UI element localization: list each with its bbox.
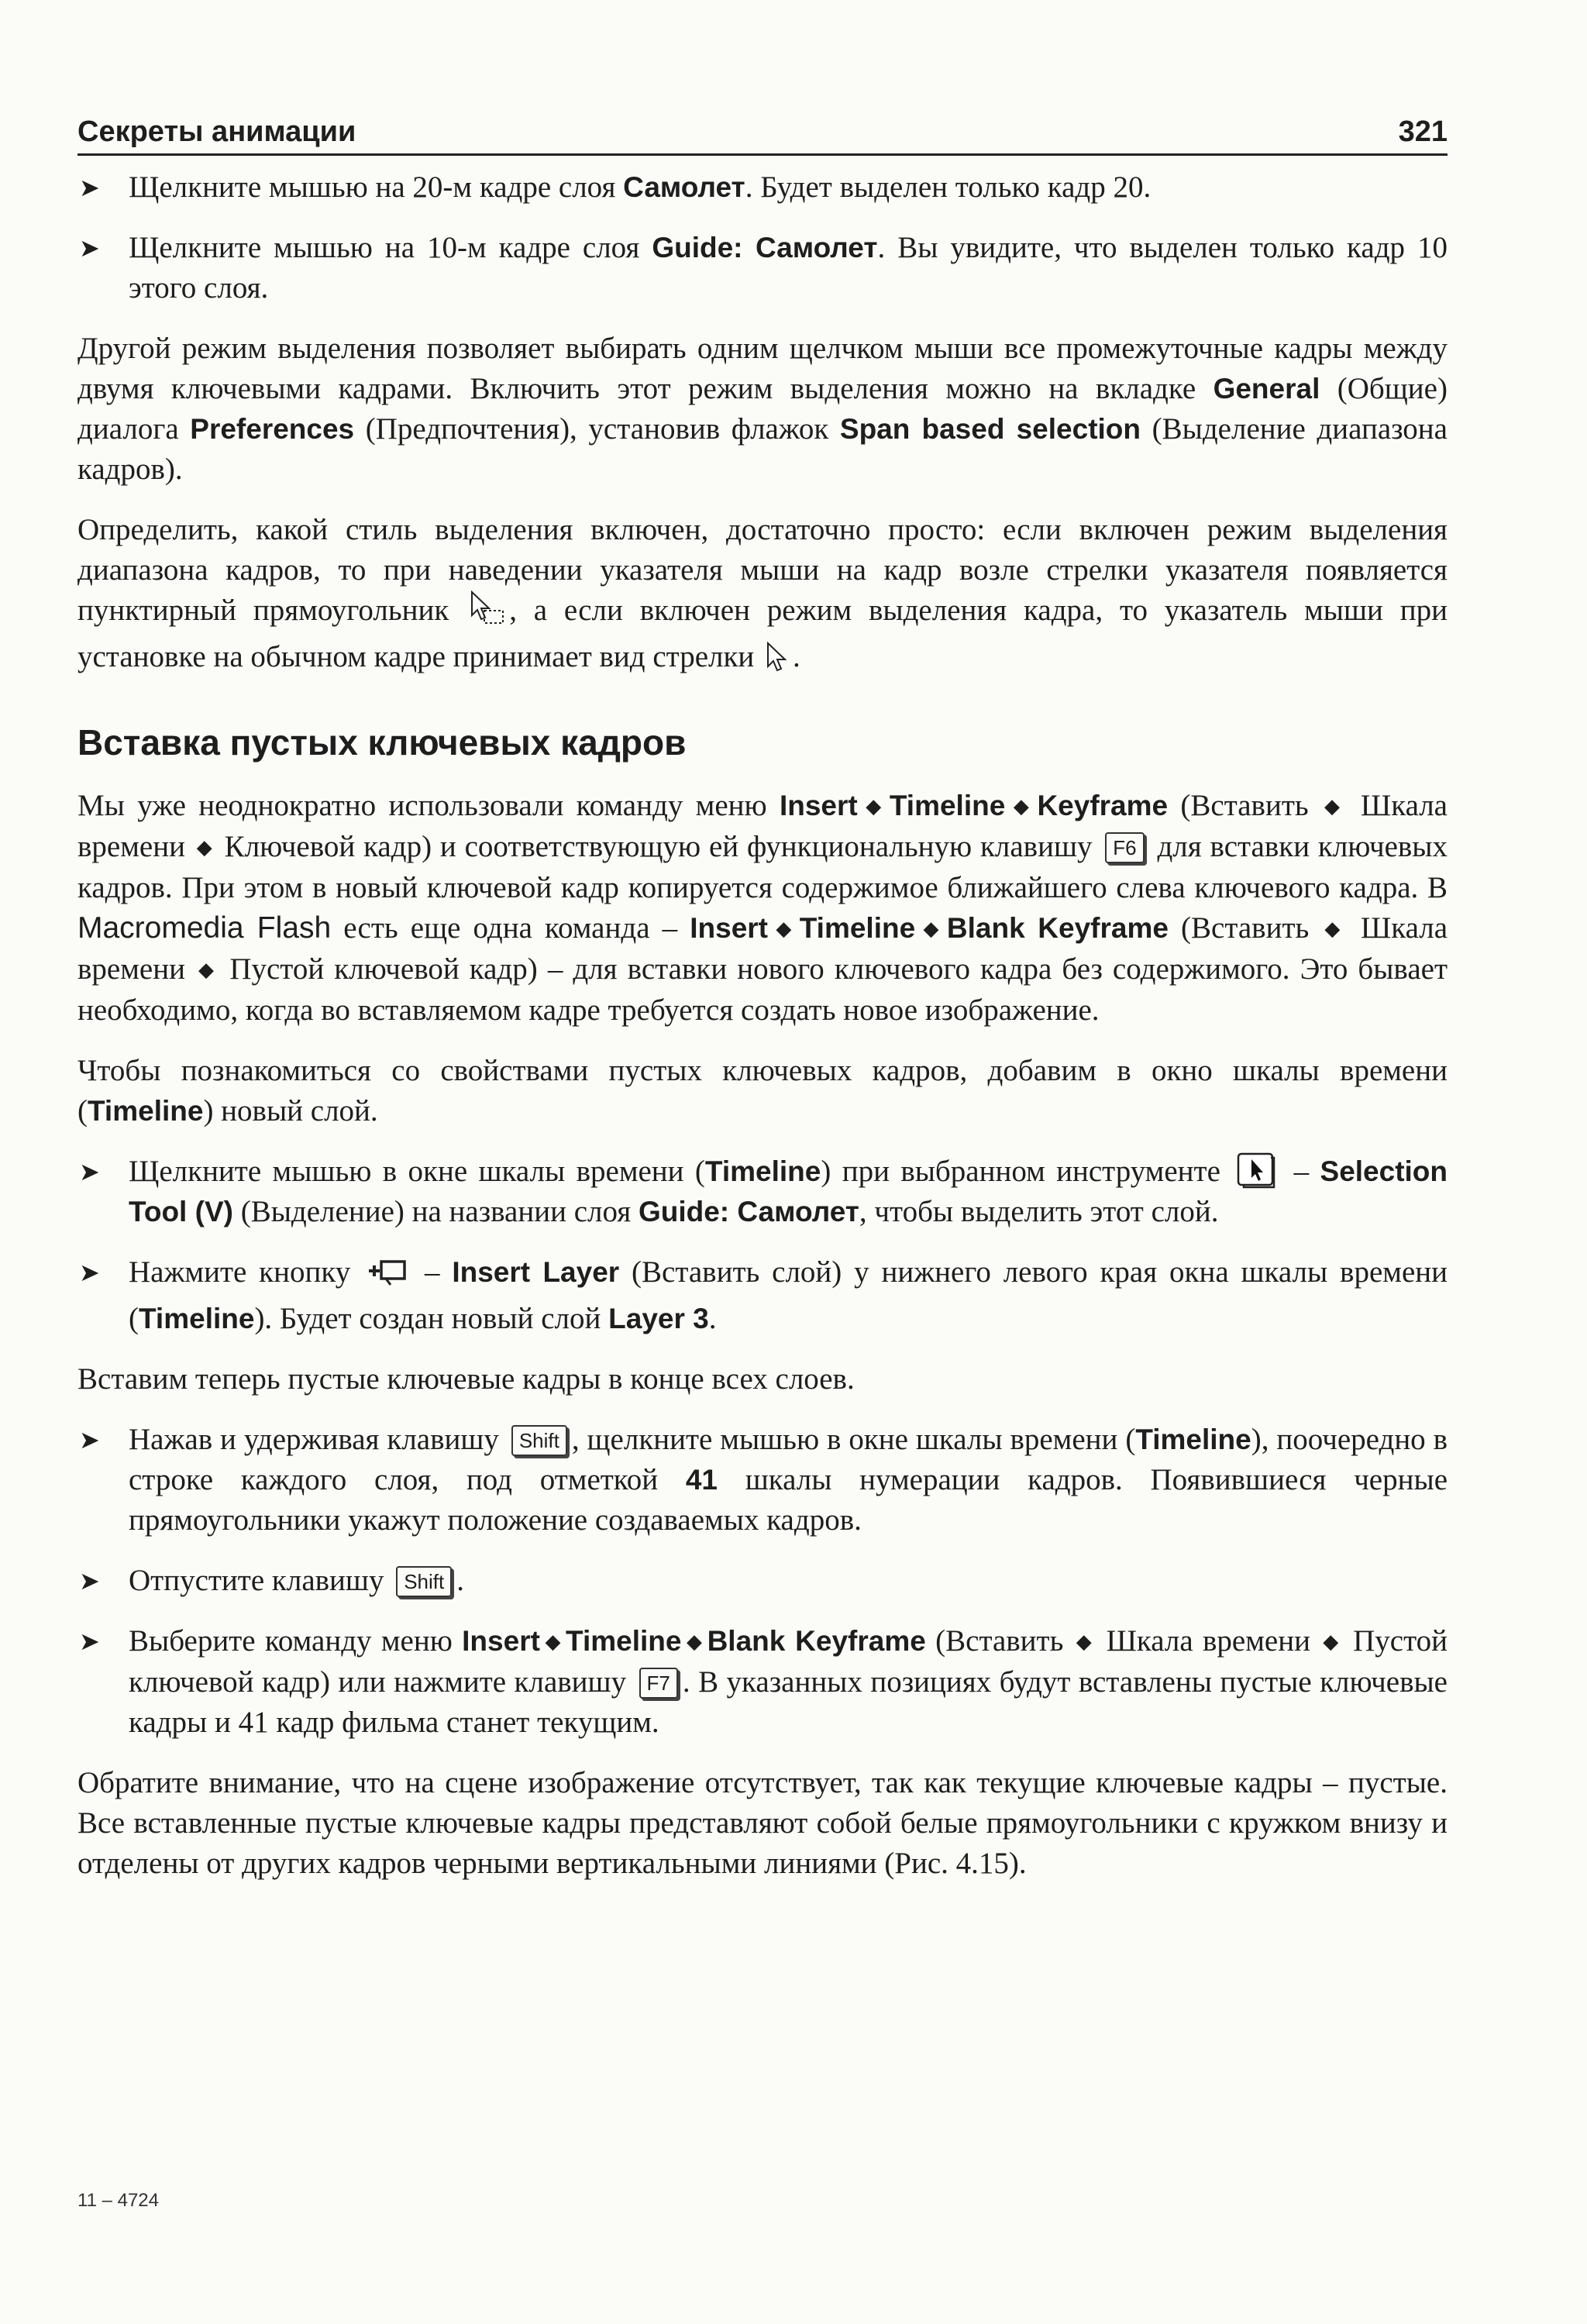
paragraph xyxy=(77,1763,1448,1884)
text: (Предпочтения), установив флажок xyxy=(354,412,840,446)
insert-layer-icon xyxy=(366,1255,409,1299)
diamond-separator-icon: ◆ xyxy=(1323,1630,1341,1653)
text: Нажав и удерживая клавишу xyxy=(129,1423,507,1456)
text: , чтобы выделить этот слой. xyxy=(859,1195,1219,1228)
paragraph xyxy=(77,786,1448,1031)
bullet-arrow-icon: ➤ xyxy=(79,234,100,262)
text: Отпустите клавишу xyxy=(129,1564,392,1597)
term: Timeline xyxy=(1135,1424,1251,1455)
text: . xyxy=(456,1564,464,1597)
text: (Выделение) на названии слоя xyxy=(232,1195,639,1228)
selection-tool-icon xyxy=(1236,1152,1278,1189)
signature-code: 11 – 4724 xyxy=(77,2190,159,2211)
keycap-f7: F7 xyxy=(639,1668,678,1699)
term: Blank Keyframe xyxy=(946,912,1169,944)
text: Пустой ключевой кадр) – для вставки нового ключевого кадра без содержимого. Это бывает необходимо, когда во вставляемом кадре требуется создать новое изображение. xyxy=(77,952,1448,1027)
text: для вставки ключевых кадров. При этом в новый ключевой кадр копируется содержимое ближайшего слева ключевого кадра. В xyxy=(77,830,1448,904)
diamond-separator-icon: ◆ xyxy=(198,959,217,981)
text: Выберите команду меню xyxy=(129,1624,463,1658)
bullet-item xyxy=(77,1252,1448,1339)
term: Guide: Самолет xyxy=(652,232,878,263)
diamond-separator-icon: ◆ xyxy=(542,1630,563,1653)
term: Guide: Самолет xyxy=(638,1196,859,1227)
text: (Вставить xyxy=(1168,789,1321,822)
text: Шкала времени xyxy=(1096,1624,1320,1658)
chapter-title: Секреты анимации xyxy=(77,115,356,148)
paragraph xyxy=(77,1051,1448,1131)
text: , а если включен режим выделения кадра, то указатель мыши при установке на обычном кадре принимает вид стрелки xyxy=(77,594,1448,673)
term: Timeline xyxy=(704,1155,821,1187)
diamond-separator-icon: ◆ xyxy=(1324,795,1345,818)
term: Insert xyxy=(462,1625,540,1657)
text: Щелкните мышью на 20-м кадре слоя xyxy=(129,170,624,204)
term: Timeline xyxy=(799,912,916,944)
text: (Вставить слой) у нижнего левого края окна шкалы времени ( xyxy=(129,1255,1448,1335)
text: Обратите внимание, что на сцене изображение отсутствует, так как текущие ключевые кадры – пустые. Все вставленные пустые ключевые кадры представляют собой белые прямоугольники с кружком внизу и отделены от других кадров черными вертикальными линиями (Рис. 4.15). xyxy=(77,1766,1448,1880)
text: . xyxy=(708,1302,717,1335)
text: (Вставить xyxy=(1168,911,1322,945)
page-number: 321 xyxy=(1398,115,1448,148)
text: Определить, какой стиль выделения включен, достаточно просто: если включен режим выделения диапазона кадров, то при наведении указателя мыши на кадр возле стрелки указателя появляется пунктирный прямоугольник xyxy=(77,513,1448,627)
text: есть еще одна команда – xyxy=(331,911,690,945)
text: ) при выбранном инструменте xyxy=(821,1155,1232,1188)
bullet-item xyxy=(77,1420,1448,1541)
text: шкалы нумерации кадров. Появившиеся черные прямоугольники укажут положение создаваемых кадров. xyxy=(129,1463,1448,1537)
paragraph xyxy=(77,510,1448,683)
term: Insert xyxy=(779,790,858,821)
text: Мы уже неоднократно использовали команду меню xyxy=(77,789,780,822)
term: Timeline xyxy=(88,1095,204,1127)
term: Insert xyxy=(690,912,769,944)
text: ). Будет создан новый слой xyxy=(254,1302,609,1335)
span-selection-cursor-icon xyxy=(469,590,506,637)
text: . Будет выделен только кадр 20. xyxy=(745,170,1152,204)
frame-cursor-arrow-icon xyxy=(765,642,790,683)
text: Другой режим выделения позволяет выбирать одним щелчком мыши все промежуточные кадры между двумя ключевыми кадрами. Включить этот режим выделения можно на вкладке xyxy=(77,332,1448,405)
text: Чтобы познакомиться со свойствами пустых ключевых кадров, добавим в окно шкалы времени ( xyxy=(77,1054,1448,1128)
diamond-separator-icon: ◆ xyxy=(1076,1630,1094,1653)
text: . xyxy=(793,640,800,673)
text: Ключевой кадр) и соответствующую ей функциональную клавишу xyxy=(215,830,1101,863)
text: . В указанных позициях будут вставлены пустые ключевые кадры и 41 кадр фильма станет текущим. xyxy=(129,1665,1448,1739)
text: Нажмите кнопку xyxy=(129,1255,363,1289)
term: Timeline xyxy=(139,1303,255,1334)
product-name: Macromedia Flash xyxy=(77,911,332,945)
text: (Общие) диалога xyxy=(77,372,1448,446)
bullet-item xyxy=(77,167,1448,208)
running-header xyxy=(77,108,1448,156)
term: Timeline xyxy=(889,790,1006,821)
paragraph xyxy=(77,329,1448,490)
keycap-shift: Shift xyxy=(511,1425,567,1456)
bullet-arrow-icon: ➤ xyxy=(79,1258,100,1286)
text: , щелкните мышью в окне шкалы времени ( xyxy=(571,1423,1136,1456)
text: . Вы увидите, что выделен только кадр 10 этого слоя. xyxy=(129,231,1448,305)
term: 41 xyxy=(685,1464,718,1496)
term: Layer 3 xyxy=(608,1303,709,1334)
term: Insert Layer xyxy=(452,1256,620,1288)
text: ) новый слой. xyxy=(203,1094,378,1128)
text: Шкала времени xyxy=(77,911,1448,986)
diamond-separator-icon: ◆ xyxy=(684,1630,704,1653)
text: Шкала времени xyxy=(77,789,1448,863)
term: Preferences xyxy=(190,413,355,445)
bullet-item xyxy=(77,228,1448,308)
text: – xyxy=(1282,1155,1320,1188)
term: Keyframe xyxy=(1037,790,1169,821)
bullet-arrow-icon: ➤ xyxy=(79,1627,100,1655)
bullet-arrow-icon: ➤ xyxy=(79,1426,100,1454)
term: General xyxy=(1213,373,1320,405)
bullet-arrow-icon: ➤ xyxy=(79,1158,100,1186)
bullet-item xyxy=(77,1621,1448,1743)
text: (Выделение диапазона кадров). xyxy=(77,412,1448,486)
term: Blank Keyframe xyxy=(707,1625,926,1657)
text: ), поочередно в строке каждого слоя, под отметкой xyxy=(129,1423,1448,1496)
bullet-item xyxy=(77,1561,1448,1601)
term: Самолет xyxy=(623,171,745,203)
text: Вставим теперь пустые ключевые кадры в конце всех слоев. xyxy=(77,1362,855,1396)
text: Щелкните мышью на 10-м кадре слоя xyxy=(129,231,652,264)
text: Пустой ключевой кадр) или нажмите клавишу xyxy=(129,1624,1448,1699)
text: – xyxy=(412,1255,453,1289)
diamond-separator-icon: ◆ xyxy=(196,836,213,859)
diamond-separator-icon: ◆ xyxy=(1008,795,1034,818)
bullet-item xyxy=(77,1152,1448,1232)
keycap-shift: Shift xyxy=(396,1566,452,1597)
keycap-f6: F6 xyxy=(1105,832,1144,863)
diamond-separator-icon: ◆ xyxy=(918,918,944,940)
diamond-separator-icon: ◆ xyxy=(1324,918,1345,940)
text: Щелкните мышью в окне шкалы времени ( xyxy=(129,1155,705,1188)
section-heading: Вставка пустых ключевых кадров xyxy=(77,722,687,763)
diamond-separator-icon: ◆ xyxy=(860,795,886,818)
page-body xyxy=(77,167,1448,1904)
bullet-arrow-icon: ➤ xyxy=(79,174,100,201)
bullet-arrow-icon: ➤ xyxy=(79,1567,100,1595)
text: (Вставить xyxy=(925,1624,1073,1658)
term: Timeline xyxy=(566,1625,682,1657)
paragraph xyxy=(77,1359,1448,1400)
diamond-separator-icon: ◆ xyxy=(771,918,797,940)
term: Span based selection xyxy=(839,413,1141,445)
term: Selection Tool (V) xyxy=(129,1155,1448,1227)
